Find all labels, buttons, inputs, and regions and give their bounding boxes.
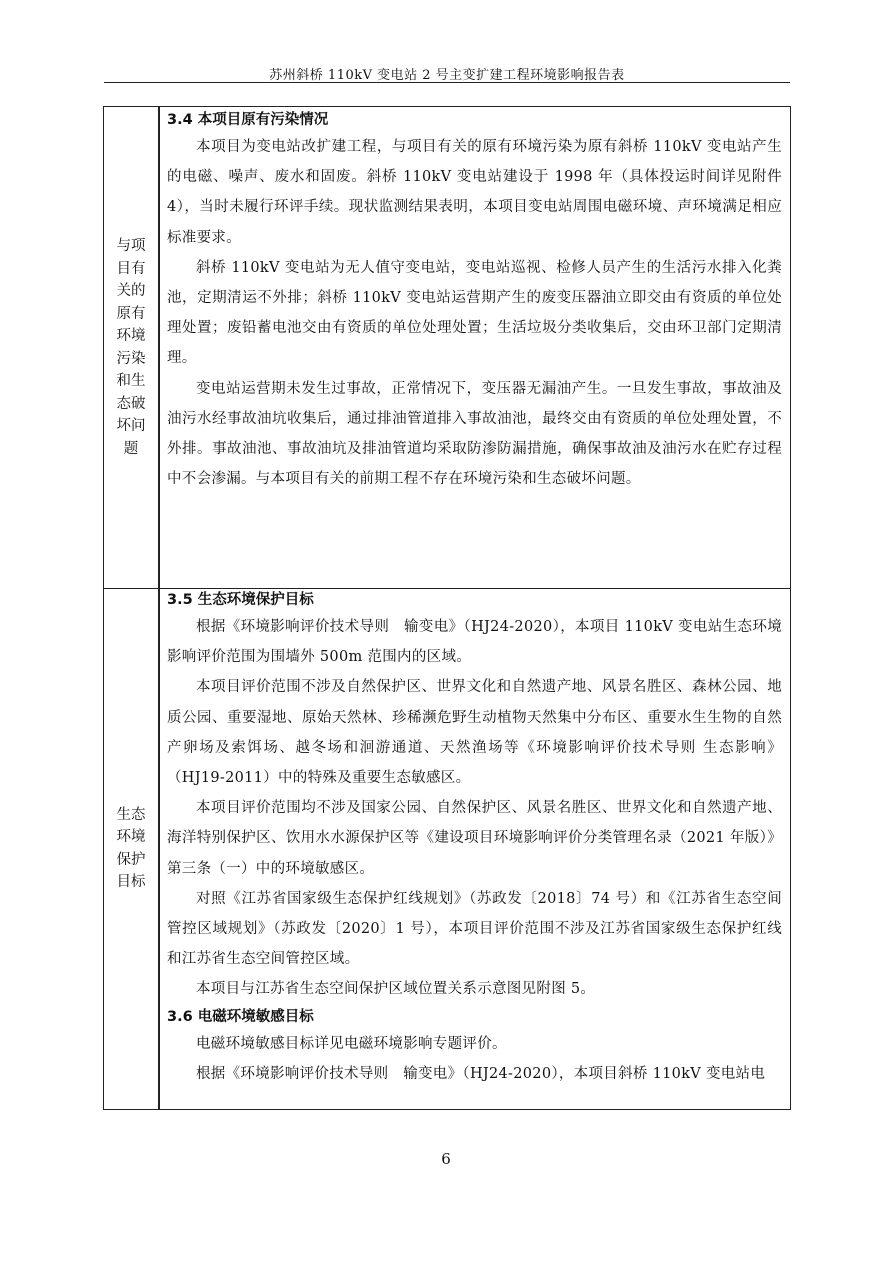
paragraph: 电磁环境敏感目标详见电磁环境影响专题评价。 bbox=[196, 1035, 507, 1052]
row-content-cell bbox=[159, 107, 790, 588]
section-title: 3.6 电磁环境敏感目标 bbox=[167, 1008, 314, 1025]
paragraph: 根据《环境影响评价技术导则 输变电》（HJ24-2020），本项目斜桥 110kV 变电站电 bbox=[196, 1065, 766, 1082]
paragraph: 变电站运营期未发生过事故，正常情况下，变压器无漏油产生。一旦发生事故，事故油及油污水经事故油坑收集后，通过排油管道排入事故油池，最终交由有资质的单位处理处置，不外排。事故油池、事故油坑及排油管道均采取防渗防漏措施，确保事故油及油污水在贮存过程中不会渗漏。与本项目有关的前期工程不存在环境污染和生态破坏问题。 bbox=[167, 380, 782, 488]
row-label: 与项目有关的原有环境污染和生态破坏问题 bbox=[116, 238, 146, 457]
table-row-eco-protection bbox=[104, 588, 790, 1109]
document-header-title: 苏州斜桥 110kV 变电站 2 号主变扩建工程环境影响报告表 bbox=[269, 68, 625, 83]
row-content-cell bbox=[159, 588, 790, 1109]
section-title: 3.4 本项目原有污染情况 bbox=[167, 112, 329, 128]
paragraph: 对照《江苏省国家级生态保护红线规划》（苏政发〔2018〕74 号）和《江苏省生态空间管控区域规划》（苏政发〔2020〕1 号），本项目评价范围不涉及江苏省国家级生态保护红线和江苏省生态空间管控区域。 bbox=[167, 890, 782, 968]
paragraph: 本项目与江苏省生态空间保护区域位置关系示意图见附图 5。 bbox=[196, 981, 596, 998]
paragraph: 本项目为变电站改扩建工程，与项目有关的原有环境污染为原有斜桥 110kV 变电站产生的电磁、噪声、废水和固废。斜桥 110kV 变电站建设于 1998 年（具体投运时间详见附件 4），当时未履行环评手续。现状监测结果表明，本项目变电站周围电磁环境、声环境满足相应标准要求。 bbox=[167, 139, 782, 246]
row-label: 生态环境保护目标 bbox=[116, 806, 146, 890]
row-label-cell bbox=[104, 588, 159, 1109]
report-table bbox=[103, 106, 791, 1110]
paragraph: 斜桥 110kV 变电站为无人值守变电站，变电站巡视、检修人员产生的生活污水排入化粪池，定期清运不外排；斜桥 110kV 变电站运营期产生的废变压器油立即交由有资质的单位处理处置；废铅蓄电池交由有资质的单位处理处置；生活垃圾分类收集后，交由环卫部门定期清理。 bbox=[167, 259, 782, 367]
row-label-cell bbox=[104, 107, 159, 588]
paragraph: 根据《环境影响评价技术导则 输变电》（HJ24-2020），本项目 110kV 变电站生态环境影响评价范围为围墙外 500m 范围内的区域。 bbox=[167, 619, 782, 666]
header-rule bbox=[104, 82, 790, 83]
section-title: 3.5 生态环境保护目标 bbox=[167, 592, 314, 608]
page-number: 6 bbox=[441, 1150, 451, 1168]
paragraph: 本项目评价范围不涉及自然保护区、世界文化和自然遗产地、风景名胜区、森林公园、地质公园、重要湿地、原始天然林、珍稀濒危野生动植物天然集中分布区、重要水生生物的自然产卵场及索饵场、越冬场和洄游通道、天然渔场等《环境影响评价技术导则 生态影响》（HJ19-2011）中的特殊及重要生态敏感区。 bbox=[167, 679, 782, 787]
table-row-existing-pollution bbox=[104, 107, 790, 589]
paragraph: 本项目评价范围均不涉及国家公园、自然保护区、风景名胜区、世界文化和自然遗产地、海洋特别保护区、饮用水水源保护区等《建设项目环境影响评价分类管理名录（2021 年版）》第三条（一）中的环境敏感区。 bbox=[167, 800, 782, 877]
